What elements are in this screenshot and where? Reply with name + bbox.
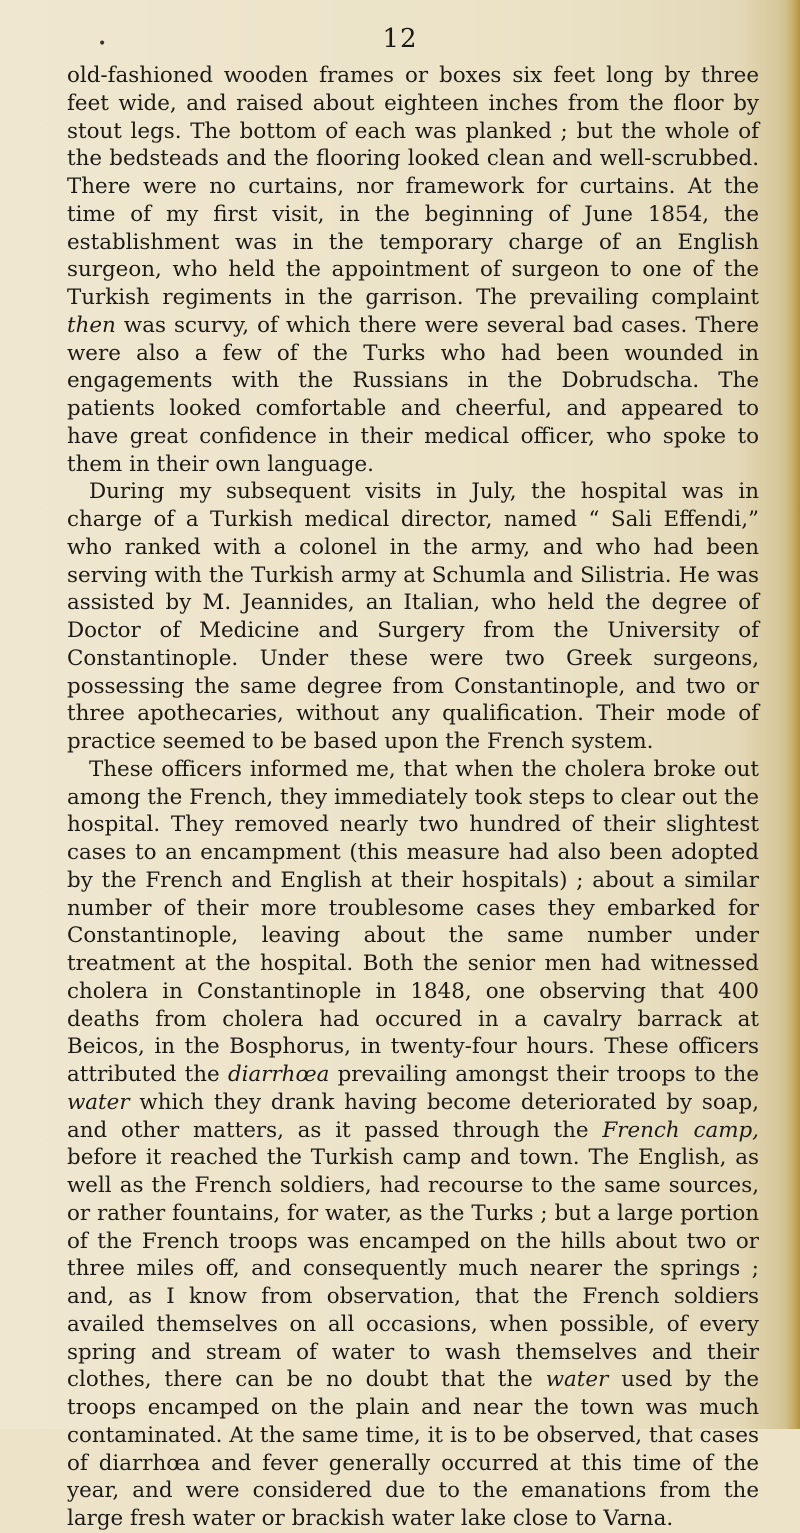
text-span: was scurvy, of which there were several bad cases. There were also a few of the Turks who had been wounded in engagements with the Russians in the Dobrudscha. The patients looked comfortable and cheerful, and appeared to have great confidence in their medical officer, who spoke to them in their own language. <box>67 312 759 477</box>
margin-mark: • <box>98 36 107 52</box>
text-span: before it reached the Turkish camp and town. The English, as well as the French soldiers, had recourse to the same sources, or rather fountains, for water, as the Turks ; but a large portion of the French troops was encamped on the hills about two or three miles off, and consequently much nearer the springs ; and, as I know from observation, that the French soldiers availed themselves on all occasions, when possible, of every spring and stream of water to wash themselves and their clothes, there can be no doubt that the <box>67 1145 759 1393</box>
body-text <box>67 62 759 1533</box>
page-edge-shadow <box>786 0 800 1429</box>
italic-text: French camp, <box>602 1117 759 1143</box>
paragraph <box>67 756 759 1533</box>
text-span: which they drank having become deteriorated by soap, and other matters, as it passed through the <box>67 1089 759 1143</box>
italic-text: then <box>67 312 116 338</box>
paragraph <box>67 62 759 478</box>
page-number: 12 <box>382 24 418 54</box>
italic-text: water <box>545 1367 609 1393</box>
text-span: old-fashioned wooden frames or boxes six feet long by three feet wide, and raised about eighteen inches from the floor by stout legs. The bottom of each was planked ; but the whole of the bedsteads and the flooring looked clean and well-scrubbed. There were no curtains, nor framework for curtains. At the time of my first visit, in the beginning of June 1854, the establishment was in the temporary charge of an English surgeon, who held the appointment of surgeon to one of the Turkish regiments in the garrison. The prevailing complaint <box>67 63 759 310</box>
text-span: During my subsequent visits in July, the hospital was in charge of a Turkish medical director, named “ Sali Effendi,” who ranked with a colonel in the army, and who had been serving with the Turkish army at Schumla and Silistria. He was assisted by M. Jeannides, an Italian, who held the degree of Doctor of Medicine and Surgery from the University of Constantinople. Under these were two Greek surgeons, possessing the same degree from Constantinople, and two or three apothecaries, without any qualification. Their mode of practice seemed to be based upon the French system. <box>67 479 759 754</box>
italic-text: water <box>67 1089 130 1115</box>
italic-text: diarrhœa <box>227 1062 330 1087</box>
paragraph <box>67 478 759 756</box>
text-span: These officers informed me, that when the cholera broke out among the French, they immediately took steps to clear out the hospital. They removed nearly two hundred of their slightest cases to an encampment (this measure had also been adopted by the French and English at their hospitals) ; about a similar number of their more troublesome cases they embarked for Constantinople, leaving about the same number under treatment at the hospital. Both the senior men had witnessed cholera in Constantinople in 1848, one observing that 400 deaths from cholera had occured in a cavalry barrack at Beicos, in the Bosphorus, in twenty-four hours. These officers attributed the <box>67 756 759 1087</box>
text-span: prevailing amongst their troops to the <box>329 1062 759 1087</box>
text-span: used by the troops encamped on the plain and near the town was much contaminated. At the same time, it is to be observed, that cases of diarrhœa and fever generally occurred at this time of the year, and were considered due to the emanations from the large fresh water or brackish water lake close to Varna. <box>67 1367 759 1531</box>
